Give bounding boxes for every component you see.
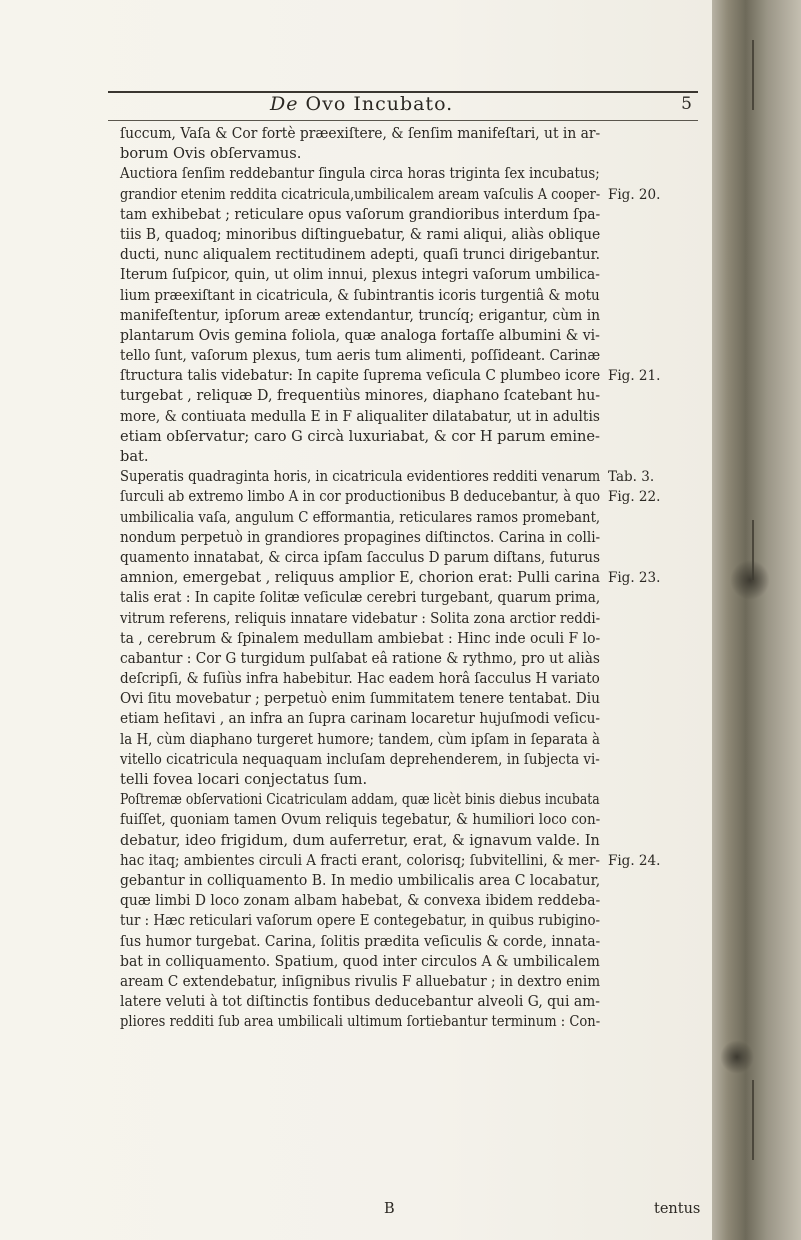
line-text: borum Ovis obſervamus. <box>120 145 302 163</box>
text-line <box>120 709 720 729</box>
line-text: Ovi ſitu movebatur ; perpetuò enim ſummitatem tenere tentabat. Diu <box>120 690 600 708</box>
line-text: fuiſſet, quoniam tamen Ovum reliquis tegebatur, & humiliori loco con- <box>120 811 601 829</box>
line-text: vitrum referens, reliquis innatare videbatur : Solita zona arctior reddi- <box>120 609 601 627</box>
text-line <box>120 245 720 265</box>
line-text: plantarum Ovis gemina foliola, quæ analoga fortaſſe albumini & vi- <box>120 326 600 344</box>
line-text: lium præexiſtant in cicatricula, & ſubintrantis icoris turgentiâ & motu <box>120 286 600 304</box>
text-line <box>120 265 720 285</box>
margin-note: Fig. 24. <box>608 852 661 869</box>
margin-note: Fig. 22. <box>608 489 661 506</box>
text-line <box>120 629 720 649</box>
page-number: 5 <box>681 94 692 114</box>
line-text: ſus humor turgebat. Carina, ſolitis prædita veſiculis & corde, innata- <box>120 932 601 950</box>
text-line <box>120 730 720 750</box>
text-line <box>120 851 720 871</box>
line-text: etiam obſervatur; caro G circà luxuriabat, & cor H parum emine- <box>120 427 600 445</box>
line-text: vitello cicatricula nequaquam incluſam deprehenderem, in ſubjecta vi- <box>120 750 600 768</box>
text-line <box>120 427 720 447</box>
text-line <box>120 972 720 992</box>
signature-mark: B <box>384 1201 395 1217</box>
text-line <box>120 750 720 770</box>
margin-note: Tab. 3. <box>608 469 655 486</box>
text-line <box>120 528 720 548</box>
text-line <box>120 205 720 225</box>
line-text: tiis B, quadoq; minoribus diſtinguebatur, & rami aliqui, aliàs oblique <box>120 225 601 243</box>
text-line <box>120 568 720 588</box>
text-line <box>120 810 720 830</box>
running-title-italic: De <box>270 93 299 115</box>
line-text: ta , cerebrum & ſpinalem medullam ambiebat : Hinc inde oculi F lo- <box>120 629 601 647</box>
text-line <box>120 144 720 164</box>
line-text: tam exhibebat ; reticulare opus vaſorum grandioribus interdum ſpa- <box>120 205 601 223</box>
line-text: telli fovea locari conjectatus ſum. <box>120 771 368 788</box>
margin-note: Fig. 23. <box>608 570 661 587</box>
line-text: manifeſtentur, ipſorum areæ extendantur, truncíq; erigantur, cùm in <box>120 306 601 324</box>
text-line <box>120 609 720 629</box>
text-line <box>120 124 720 144</box>
text-line <box>120 447 720 467</box>
line-text: etiam heſitavi , an infra an ſupra carinam locaretur hujuſmodi veſicu- <box>120 710 601 728</box>
line-text: latere veluti à tot diſtinctis fontibus deducebantur alveoli G, qui am- <box>120 993 600 1011</box>
text-line <box>120 225 720 245</box>
text-line <box>120 669 720 689</box>
text-line <box>120 164 720 184</box>
line-text: grandior etenim reddita cicatricula,umbilicalem aream vaſculis A cooper- <box>120 185 601 203</box>
line-text: nondum perpetuò in grandiores propagines diſtinctos. Carina in colli- <box>120 528 601 546</box>
text-line <box>120 1012 720 1032</box>
text-line <box>120 790 720 810</box>
text-line <box>120 689 720 709</box>
text-line <box>120 891 720 911</box>
binding-stain <box>730 560 770 600</box>
binding-stitch <box>752 1080 754 1160</box>
text-line <box>120 871 720 891</box>
book-binding <box>712 0 801 1240</box>
line-text: ſuccum, Vaſa & Cor fortè præexiſtere, & ſenſim manifeſtari, ut in ar- <box>120 125 601 142</box>
line-text: tello ſunt, vaſorum plexus, tum aeris tum alimenti, poſſideant. Carinæ <box>120 347 601 365</box>
line-text: ſtructura talis videbatur: In capite ſuprema veſicula C plumbeo icore <box>120 367 601 385</box>
text-line <box>120 467 720 487</box>
line-text: debatur, ideo frigidum, dum auferretur, erat, & ignavum valde. In <box>120 831 600 849</box>
text-line <box>120 548 720 568</box>
line-text: amnion, emergebat , reliquus amplior E, chorion erat: Pulli carina <box>120 569 600 587</box>
line-text: bat in colliquamento. Spatium, quod inter circulos A & umbilicalem <box>120 952 600 970</box>
line-text: cabantur : Cor G turgidum pulſabat eâ ratione & rythmo, pro ut aliàs <box>120 649 600 667</box>
line-text: quamento innatabat, & circa ipſam ſacculus D parum diſtans, futurus <box>120 548 601 566</box>
line-text: more, & contiuata medulla E in F aliqualiter dilatabatur, ut in adultis <box>120 407 600 425</box>
line-text: turgebat , reliquæ D, frequentiùs minores, diaphano ſcatebant hu- <box>120 387 601 405</box>
text-line <box>120 185 720 205</box>
line-text: deſcripſi, & fuſiùs infra habebitur. Hac eadem horâ ſacculus H variato <box>120 670 600 688</box>
text-line <box>120 831 720 851</box>
text-line <box>120 770 720 790</box>
line-text: pliores redditi ſub area umbilicali ultimum ſortiebantur terminum : Con- <box>120 1013 601 1031</box>
line-text: Auctiora ſenſim reddebantur ſingula circa horas triginta ſex incubatus; <box>120 165 600 183</box>
text-line <box>120 386 720 406</box>
line-text: ſurculi ab extremo limbo A in cor productionibus B deducebantur, à quo <box>120 488 601 506</box>
text-line <box>120 508 720 528</box>
line-text: bat. <box>120 448 149 465</box>
line-text: la H, cùm diaphano turgeret humore; tandem, cùm ipſam in ſeparata à <box>120 730 601 748</box>
text-line <box>120 588 720 608</box>
text-line <box>120 487 720 507</box>
running-title <box>270 93 453 115</box>
catchword: tentus <box>654 1201 701 1217</box>
text-line <box>120 911 720 931</box>
binding-stitch <box>752 40 754 110</box>
text-line <box>120 952 720 972</box>
line-text: talis erat : In capite ſolitæ veſiculæ cerebri turgebant, quarum prima, <box>120 589 601 607</box>
line-text: ducti, nunc aliqualem rectitudinem adepti, quaſi trunci dirigebantur. <box>120 246 601 264</box>
text-line <box>120 366 720 386</box>
line-text: aream C extendebatur, inſignibus rivulis F alluebatur ; in dextro enim <box>120 972 601 990</box>
text-line <box>120 407 720 427</box>
text-line <box>120 649 720 669</box>
line-text: umbilicalia vaſa, angulum C efformantia, reticulares ramos promebant, <box>120 508 601 526</box>
text-line <box>120 346 720 366</box>
running-head <box>108 93 698 119</box>
binding-stain <box>720 1040 754 1074</box>
line-text: hac itaq; ambientes circuli A fracti erant, colorisq; ſubvitellini, & mer- <box>120 851 600 869</box>
line-text: tur : Hæc reticulari vaſorum opere E contegebatur, in quibus rubigino- <box>120 912 601 930</box>
text-line <box>120 992 720 1012</box>
margin-note: Fig. 21. <box>608 368 661 385</box>
margin-note: Fig. 20. <box>608 186 661 203</box>
text-line <box>120 306 720 326</box>
line-text: quæ limbi D loco zonam albam habebat, & convexa ibidem reddeba- <box>120 892 601 910</box>
line-text: Superatis quadraginta horis, in cicatricula evidentiores redditi venarum <box>120 468 601 486</box>
line-text: Poſtremæ obſervationi Cicatriculam addam, quæ licèt binis diebus incubata <box>120 791 600 809</box>
text-line <box>120 932 720 952</box>
line-text: gebantur in colliquamento B. In medio umbilicalis area C locabatur, <box>120 871 601 889</box>
line-text: Iterum ſuſpicor, quin, ut olim innui, plexus integri vaſorum umbilica- <box>120 266 600 284</box>
text-line <box>120 286 720 306</box>
running-title-rest: Ovo Incubato. <box>305 93 454 115</box>
header-underline <box>108 120 698 121</box>
body-text <box>120 124 720 1032</box>
text-line <box>120 326 720 346</box>
